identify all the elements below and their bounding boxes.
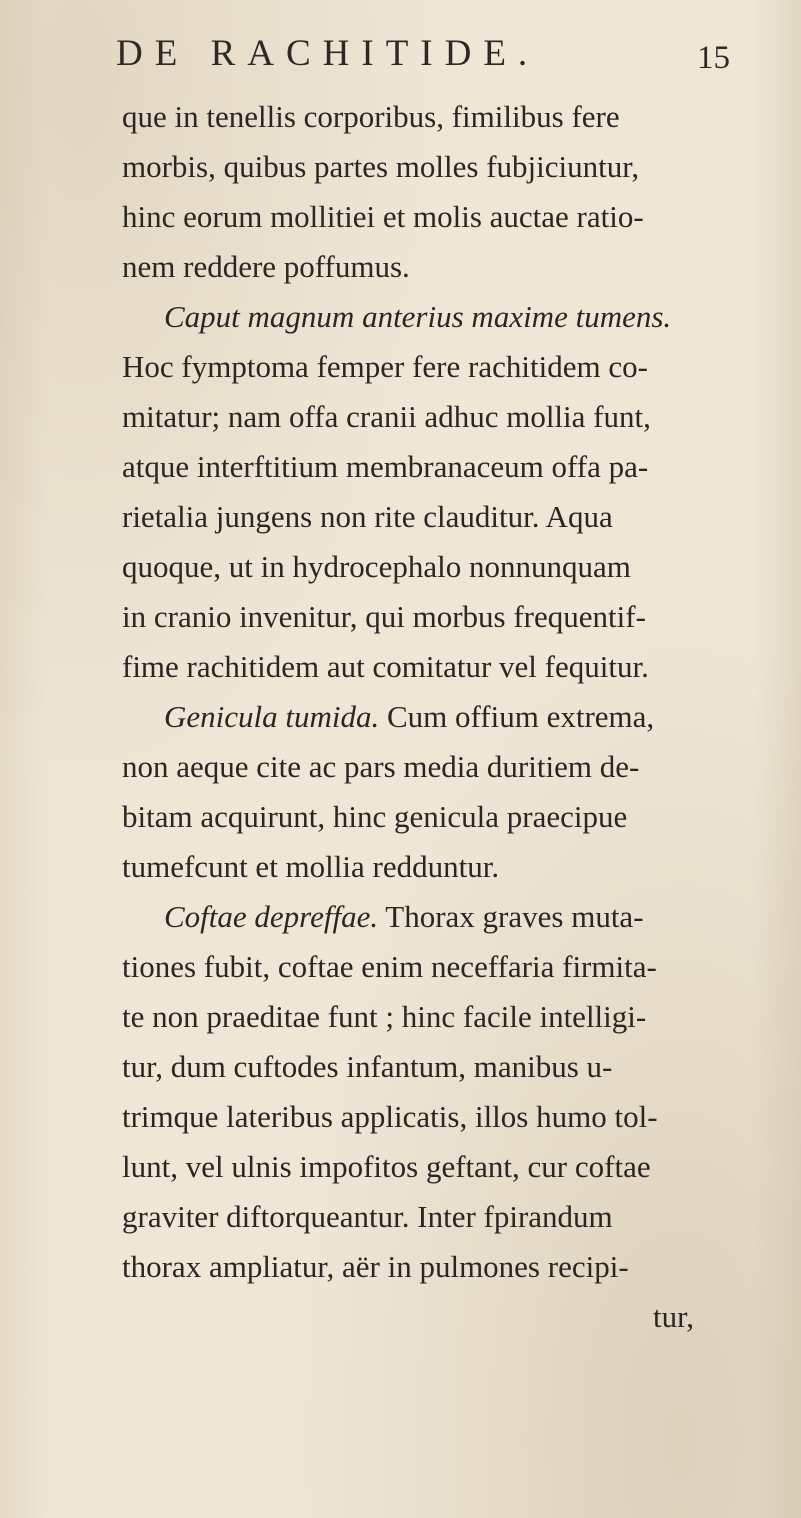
italic-heading: Coftae depreffae. (164, 899, 379, 934)
catchword: tur, (653, 1299, 694, 1334)
text-line: que in tenellis corporibus, fimilibus fere (122, 99, 620, 134)
text-line: rietalia jungens non rite clauditur. Aqua (122, 499, 613, 534)
text-line: tur, dum cuftodes infantum, manibus u- (122, 1049, 613, 1084)
running-head (0, 32, 801, 76)
text-line: te non praeditae funt ; hinc facile intelligi- (122, 999, 647, 1034)
text-line: thorax ampliatur, aër in pulmones recipi- (122, 1249, 629, 1284)
running-title: DE RACHITIDE. (116, 33, 540, 74)
text-line: tumefcunt et mollia redduntur. (122, 849, 500, 884)
text-line: graviter diftorqueantur. Inter fpirandum (122, 1199, 613, 1234)
text-line: atque interftitium membranaceum offa pa- (122, 449, 649, 484)
text-line: nem reddere poffumus. (122, 249, 410, 284)
text-line: hinc eorum mollitiei et molis auctae ratio- (122, 199, 644, 234)
text-line: lunt, vel ulnis impofitos geftant, cur coftae (122, 1149, 651, 1184)
text-line: fime rachitidem aut comitatur vel fequitur. (122, 649, 649, 684)
text-line: tiones fubit, coftae enim neceffaria firmita- (122, 949, 657, 984)
text-line: Hoc fymptoma femper fere rachitidem co- (122, 349, 648, 384)
section-heading-genicula: Genicula tumida. Cum offium extrema, (164, 699, 655, 734)
section-heading-caput (164, 292, 671, 342)
page-number: 15 (697, 40, 730, 76)
text-line: morbis, quibus partes molles fubjiciuntur, (122, 149, 640, 184)
italic-heading: Genicula tumida. (164, 699, 380, 734)
text-line: mitatur; nam offa cranii adhuc mollia funt, (122, 399, 651, 434)
text-line: non aeque cite ac pars media duritiem de- (122, 749, 640, 784)
text-line: trimque lateribus applicatis, illos humo tol- (122, 1099, 658, 1134)
text-line: in cranio invenitur, qui morbus frequentif- (122, 599, 646, 634)
italic-heading: Caput magnum anterius maxime tumens. (164, 299, 672, 334)
text-line: quoque, ut in hydrocephalo nonnunquam (122, 549, 631, 584)
text-line: bitam acquirunt, hinc genicula praecipue (122, 799, 628, 834)
section-heading-costae: Coftae depreffae. Thorax graves muta- (164, 899, 644, 934)
